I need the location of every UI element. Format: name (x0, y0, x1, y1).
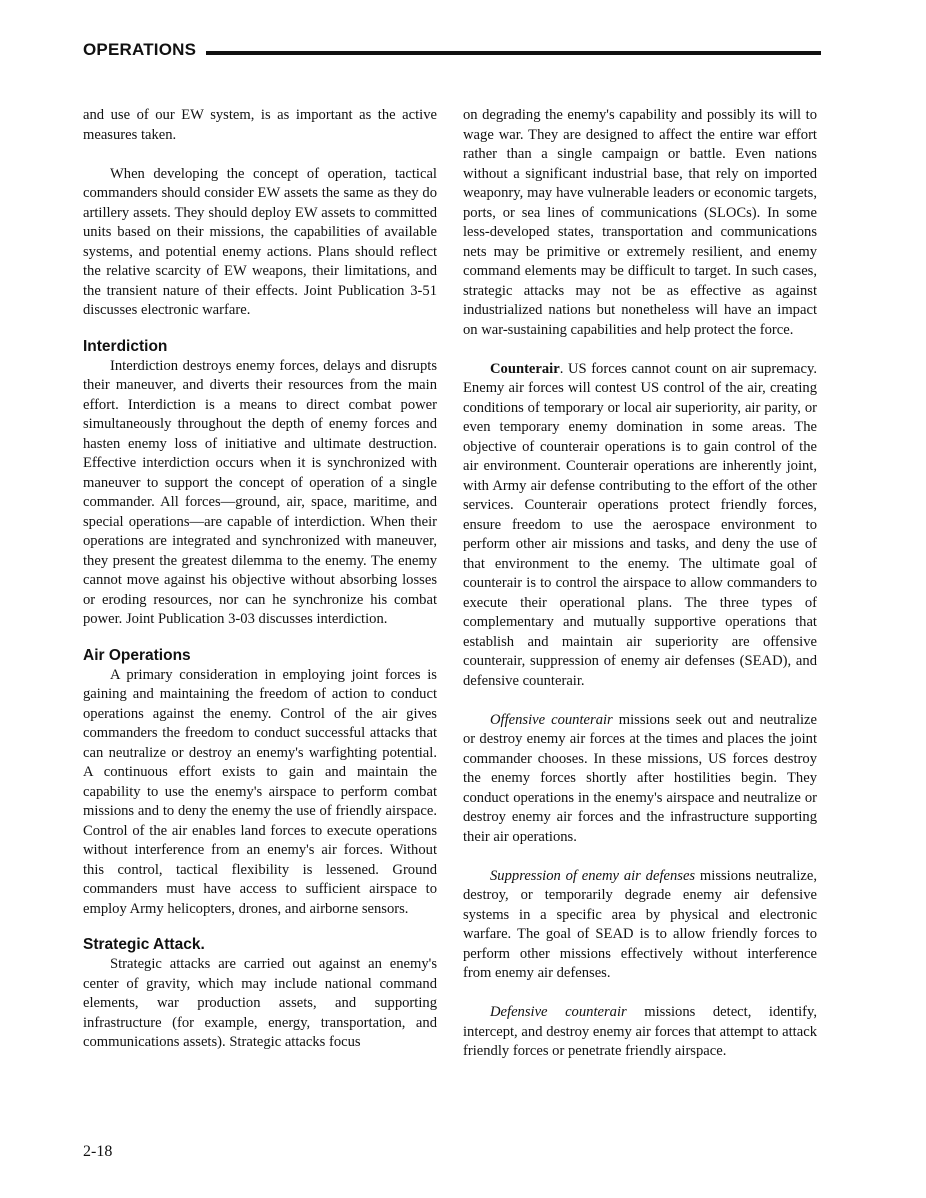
header-rule (206, 51, 821, 55)
offensive-text: missions seek out and neutralize or destroy enemy air forces at the times and places the joint commander chooses. In these missions, US forces destroy the enemy forces shortly after hostilities begin. They conduct operations in the enemy's airspace and neutralize or destroy enemy air forces and the infrastructure supporting their air operations. (463, 711, 818, 845)
right-column (463, 106, 817, 1062)
term-counterair: Counterair (490, 360, 560, 377)
page-header (83, 40, 821, 60)
section-title: OPERATIONS (83, 40, 197, 59)
heading-air-operations: Air Operations (83, 646, 191, 664)
paragraph-continued: and use of our EW system, is as important as the active measures taken. (83, 107, 437, 143)
paragraph-air-operations: A primary consideration in employing joint forces is gaining and maintaining the freedom of action to conduct operations against the enemy. Control of the air gives commanders the freedom to conduct successful attacks that can neutralize or destroy an enemy's warfighting potential. A continuous effort exists to gain and maintain the capability to use the enemy's airspace to perform combat missions and to deny the enemy the use of friendly airspace. Control of the air enables land forces to execute operations without interference from an enemy's air forces. Without this control, tactical flexibility is lessened. Ground commanders must have access to sufficient airspace to employ Army helicopters, drones, and airborne sensors. (83, 666, 437, 917)
paragraph-sead (463, 867, 817, 984)
paragraph-strategic-continued: on degrading the enemy's capability and possibly its will to wage war. They are designed to affect the entire war effort rather than a single campaign or battle. Even nations without a significant industrial base, that rely on imported weaponry, may have vulnerable leaders or economic targets, ports, or sea lines of communications (SLOCs). In some less-developed states, transportation and communications nets may be primitive or extremely resilient, and enemy command elements may be difficult to target. In such cases, strategic attacks may not be as effective as against industrialized nations but nonetheless will have an impact on war-sustaining capabilities and help protect the force. (463, 107, 817, 338)
paragraph-interdiction: Interdiction destroys enemy forces, delays and disrupts their maneuver, and diverts their resources from the main effort. Interdiction is a means to direct combat power simultaneously throughout the depth of enemy forces and hasten enemy loss of initiative and ultimate destruction. Effective interdiction occurs when it is synchronized with maneuver to support the concept of operation of a single commander. All forces—ground, air, space, maritime, and special operations—are capable of interdiction. When their operations are integrated and synchronized with maneuver, they present the greatest dilemma to the enemy. The enemy cannot move against his objective without absorbing losses or eroding resources, nor can he synchronize his combat power. Joint Publication 3-03 discusses interdiction. (83, 357, 437, 627)
heading-interdiction: Interdiction (83, 337, 168, 355)
heading-strategic-attack: Strategic Attack. (83, 936, 205, 953)
paragraph-strategic-attack: Strategic attacks are carried out against an enemy's center of gravity, which may include national command elements, war production assets, and supporting infrastructure (for example, energy, transportation, and communications assets). Strategic attacks focus (83, 956, 437, 1050)
term-offensive-counterair: Offensive counterair (490, 711, 613, 728)
term-defensive-counterair: Defensive counterair (490, 1004, 627, 1020)
defensive-text: missions detect, identify, intercept, and destroy enemy air forces that attempt to attack friendly forces or penetrate friendly airspace. (463, 1004, 817, 1059)
left-column (83, 106, 437, 1053)
page-number: 2-18 (83, 1143, 113, 1160)
paragraph-offensive-counterair (463, 711, 817, 848)
counterair-text: . US forces cannot count on air supremacy. Enemy air forces will contest US control of the air, creating conditions of temporary or local air superiority, air parity, or even temporary enemy domination in some areas. The objective of counterair operations is to gain control of the air environment. Counterair operations are inherently joint, with Army air defense contributing to the effort of the other services. Counterair operations protect friendly forces, ensure freedom to use the aerospace environment to perform other air missions and tasks, and deny the use of that environment to the enemy. The ultimate goal of counterair is to control the airspace to allow commanders to execute their operational plans. The three types of complementary and mutually supportive operations that establish and maintain air superiority are offensive counterair, suppression of enemy air defenses (SEAD), and defensive counterair. (463, 360, 817, 689)
term-sead: Suppression of enemy air defenses (490, 867, 696, 884)
paragraph-defensive-counterair (463, 1003, 817, 1062)
sead-text: missions neutralize, destroy, or temporarily degrade enemy air defensive systems in a specific area by physical and electronic warfare. The goal of SEAD is to allow friendly forces to perform other missions effectively without interference from enemy air defenses. (463, 867, 817, 981)
paragraph-counterair (463, 360, 817, 692)
paragraph-ew-concept: When developing the concept of operation, tactical commanders should consider EW assets the same as they do artillery assets. They should deploy EW assets to committed units based on their missions, the capabilities of available systems, and potential enemy actions. Plans should reflect the relative scarcity of EW weapons, their limitations, and the transient nature of their effects. Joint Publication 3-51 discusses electronic warfare. (83, 165, 437, 318)
